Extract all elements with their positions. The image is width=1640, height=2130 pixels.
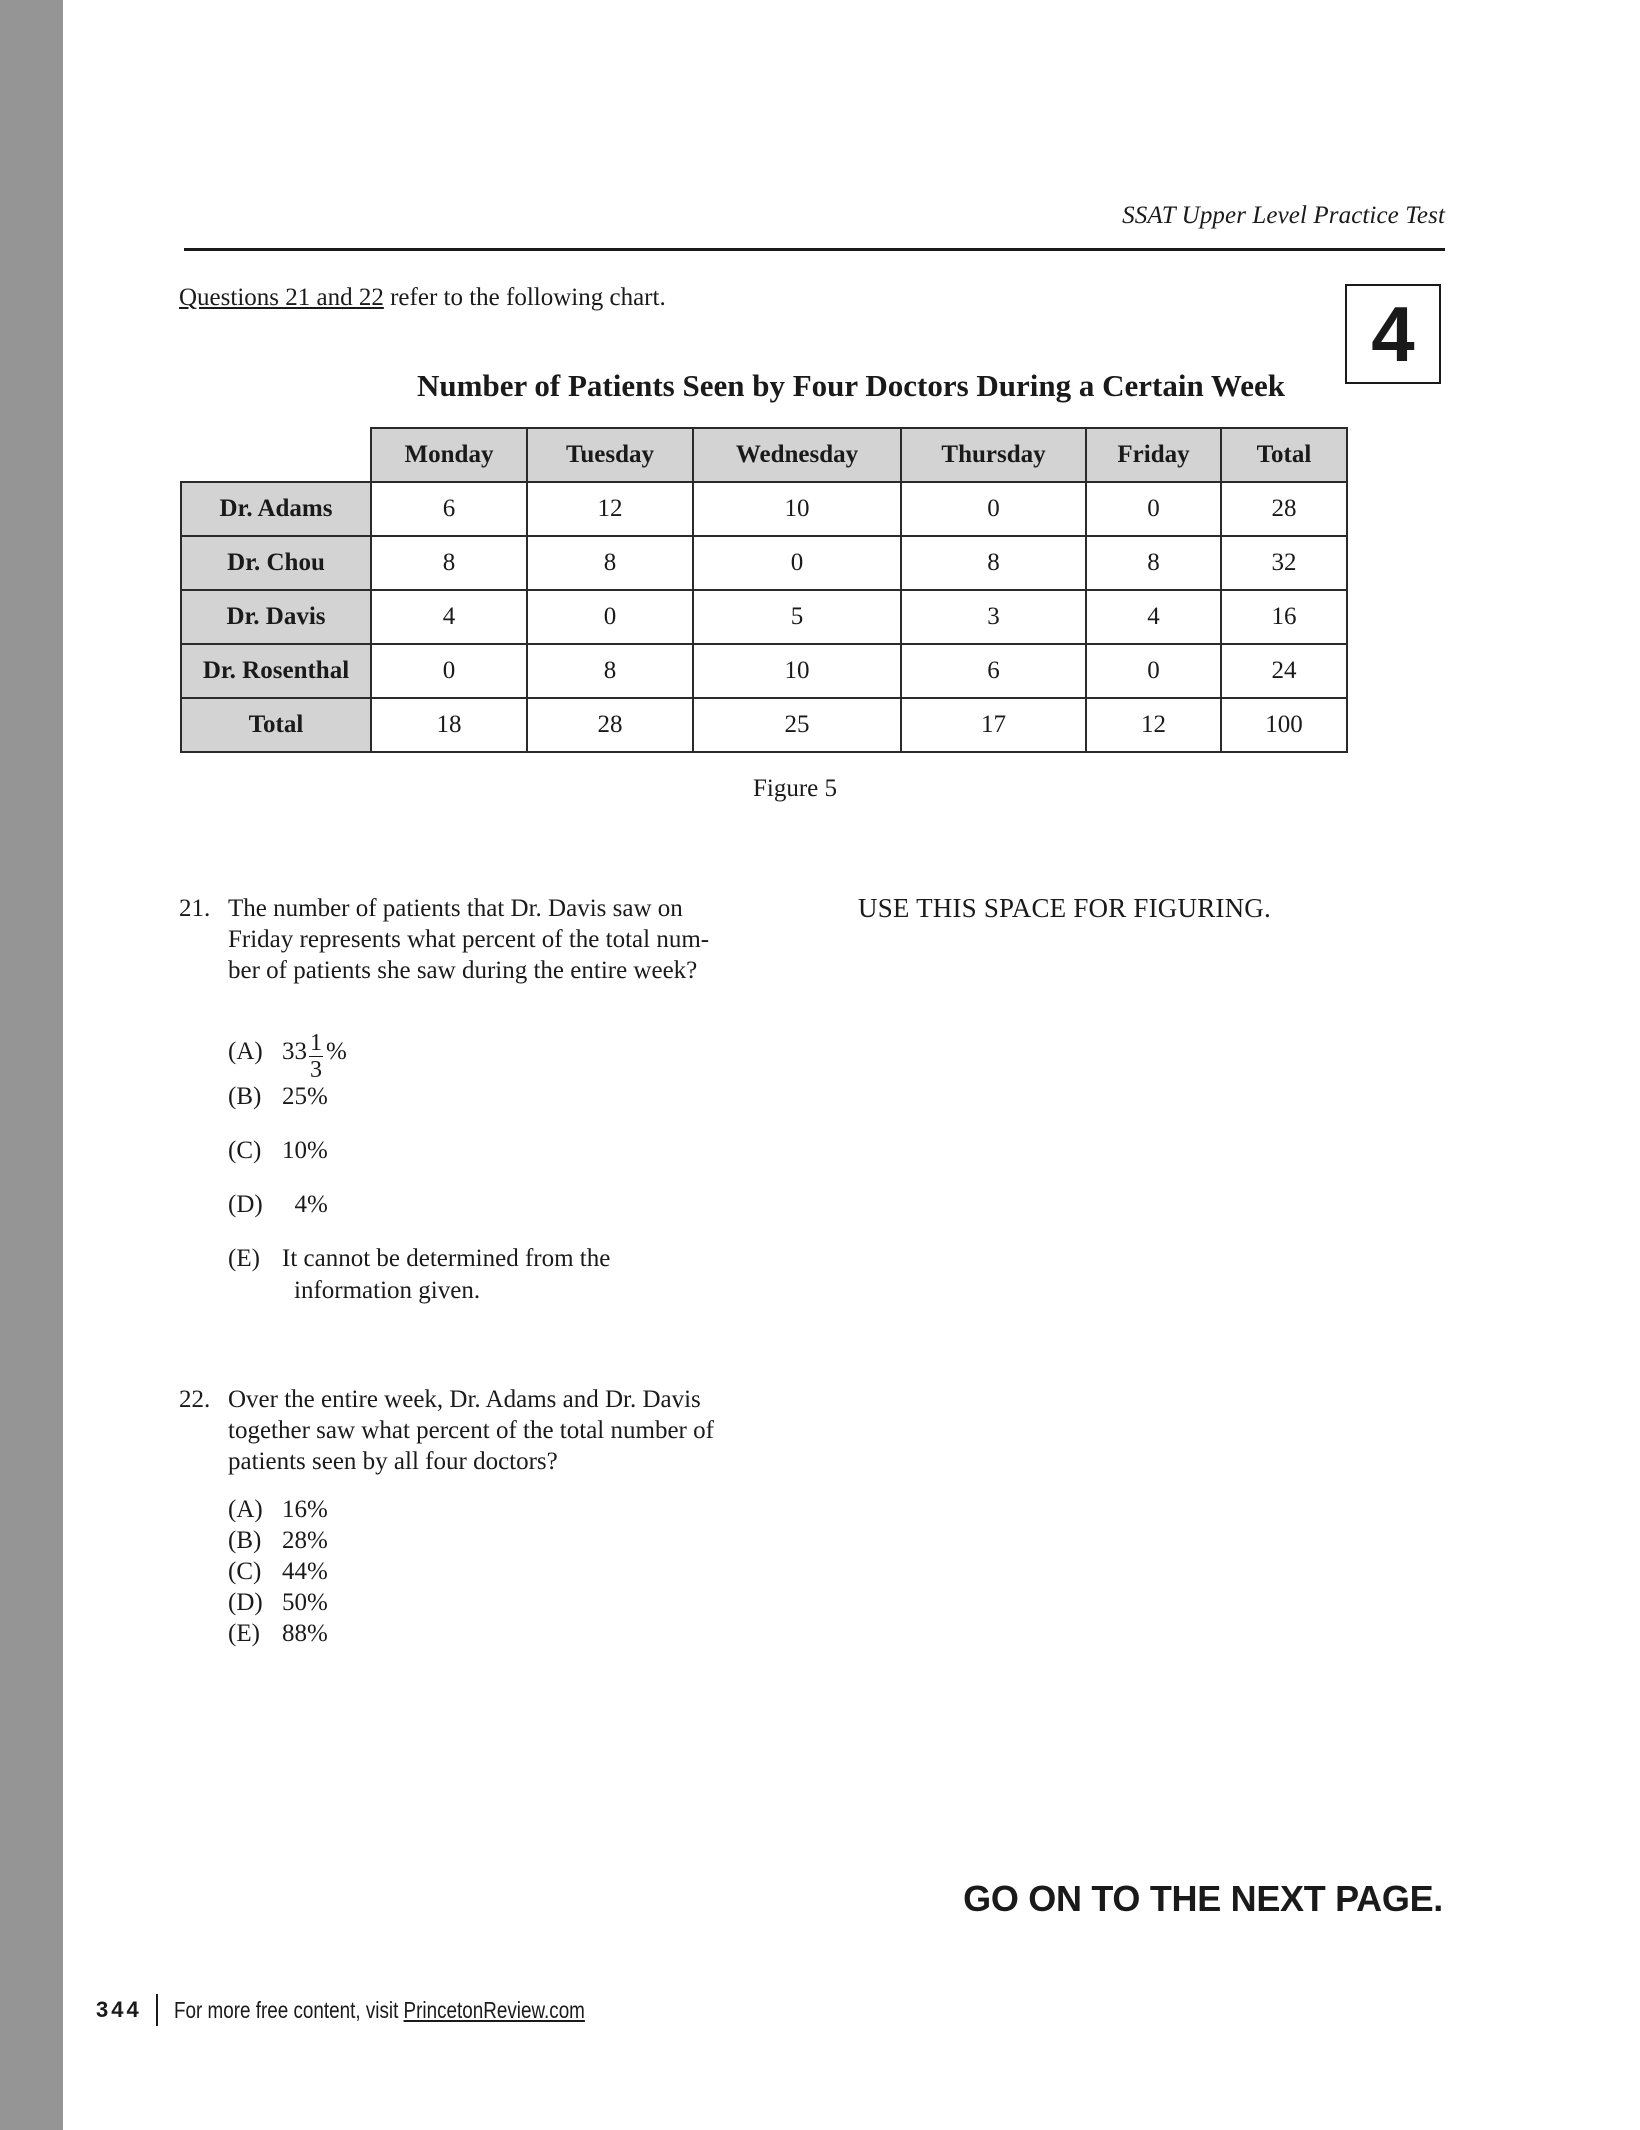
header-rule [184,248,1445,251]
running-head: SSAT Upper Level Practice Test [1122,202,1445,229]
questions-intro [179,284,666,312]
table-cell: 8 [527,536,693,590]
q22-choice-a[interactable] [228,1494,328,1525]
fraction [309,1030,323,1083]
table-cell: 28 [527,698,693,752]
q22-choice-c[interactable] [228,1556,328,1587]
patients-table [180,427,1348,753]
table-cell: 6 [371,482,527,536]
table-header-row [181,428,1347,482]
q22-choice-d[interactable] [228,1587,328,1618]
column-header: Wednesday [693,428,901,482]
choice-value [282,1027,347,1083]
footer-divider [156,1994,158,2026]
table-cell: 0 [693,536,901,590]
page-footer [96,1994,675,2026]
table-cell: 12 [1086,698,1221,752]
choice-value: 44% [282,1558,328,1585]
column-header: Tuesday [527,428,693,482]
question-number: 22. [179,1386,211,1413]
choice-value: 16% [282,1496,328,1523]
q21-choice-e[interactable] [228,1243,611,1304]
table-row [181,590,1347,644]
choice-label: (B) [228,1527,262,1554]
table-row [181,536,1347,590]
table-cell: 4 [371,590,527,644]
section-number-box: 4 [1345,284,1441,384]
stem-line: together saw what percent of the total number of [228,1417,714,1444]
choice-value-continued: information given. [294,1277,481,1304]
table-cell: 4 [1086,590,1221,644]
q21-choice-c[interactable] [228,1135,328,1166]
choice-value: 25% [282,1083,328,1110]
choice-label: (E) [228,1245,260,1272]
stem-line: Friday represents what percent of the total num- [228,926,710,953]
question-number: 21. [179,895,211,922]
footer-text [174,1997,585,2024]
column-header: Thursday [901,428,1086,482]
corner-cell [181,428,371,482]
footer-message: For more free content, visit [173,1996,404,2023]
stem-line: patients seen by all four doctors? [228,1448,558,1475]
table-row [181,644,1347,698]
row-header: Total [181,698,371,752]
page-gutter [0,0,63,2130]
table-cell: 12 [527,482,693,536]
stem-line: The number of patients that Dr. Davis saw on [228,895,683,922]
stem-line: ber of patients she saw during the entire week? [228,957,698,984]
choice-label: (E) [228,1620,260,1647]
column-header: Monday [371,428,527,482]
q21-choice-b[interactable] [228,1081,328,1112]
table-cell: 17 [901,698,1086,752]
table-cell: 16 [1221,590,1347,644]
intro-question-range: Questions 21 and 22 [179,284,384,311]
choice-value: 88% [282,1620,328,1647]
table-cell: 0 [371,644,527,698]
table-cell: 24 [1221,644,1347,698]
mixed-number-whole: 33 [282,1038,307,1066]
choice-label: (A) [228,1038,263,1066]
table-cell: 100 [1221,698,1347,752]
table-title: Number of Patients Seen by Four Doctors During a Certain Week [417,368,1285,403]
fraction-denominator: 3 [310,1057,322,1083]
percent-sign: % [326,1038,347,1066]
choice-label: (B) [228,1083,262,1110]
table-cell: 32 [1221,536,1347,590]
fraction-numerator: 1 [310,1030,322,1056]
page-number: 344 [96,1997,142,2022]
table-cell: 18 [371,698,527,752]
table-cell: 8 [901,536,1086,590]
table-cell: 0 [1086,644,1221,698]
row-header: Dr. Rosenthal [181,644,371,698]
go-on-notice: GO ON TO THE NEXT PAGE. [963,1878,1443,1919]
table-cell: 6 [901,644,1086,698]
choice-value: 4% [282,1191,328,1218]
choice-label: (C) [228,1137,262,1164]
table-cell: 25 [693,698,901,752]
table-cell: 0 [1086,482,1221,536]
q21-choice-d[interactable] [228,1189,328,1220]
stem-line: Over the entire week, Dr. Adams and Dr. Davis [228,1386,701,1413]
table-cell: 5 [693,590,901,644]
table-cell: 10 [693,482,901,536]
question-stem [228,893,788,986]
row-header: Dr. Chou [181,536,371,590]
choice-value: 28% [282,1527,328,1554]
table-cell: 3 [901,590,1086,644]
table-cell: 10 [693,644,901,698]
q22-choice-b[interactable] [228,1525,328,1556]
column-header: Total [1221,428,1347,482]
choice-label: (C) [228,1558,262,1585]
table-row [181,698,1347,752]
table-cell: 0 [901,482,1086,536]
table-cell: 28 [1221,482,1347,536]
table-cell: 8 [527,644,693,698]
table-cell: 8 [1086,536,1221,590]
table-row [181,482,1347,536]
table-cell: 0 [527,590,693,644]
row-header: Dr. Adams [181,482,371,536]
figuring-space-note: USE THIS SPACE FOR FIGURING. [858,893,1271,923]
column-header: Friday [1086,428,1221,482]
choice-label: (D) [228,1589,263,1616]
choice-value: 50% [282,1589,328,1616]
question-stem [228,1384,788,1477]
q22-choice-e[interactable] [228,1618,328,1649]
intro-text: refer to the following chart. [383,284,666,311]
q21-choice-a[interactable] [228,1027,347,1083]
row-header: Dr. Davis [181,590,371,644]
choice-value: It cannot be determined from the [282,1245,611,1272]
choice-label: (A) [228,1496,263,1523]
table-cell: 8 [371,536,527,590]
figure-caption: Figure 5 [752,775,838,802]
choice-label: (D) [228,1191,263,1218]
choice-value: 10% [282,1137,328,1164]
footer-link[interactable]: PrincetonReview.com [403,1996,585,2023]
